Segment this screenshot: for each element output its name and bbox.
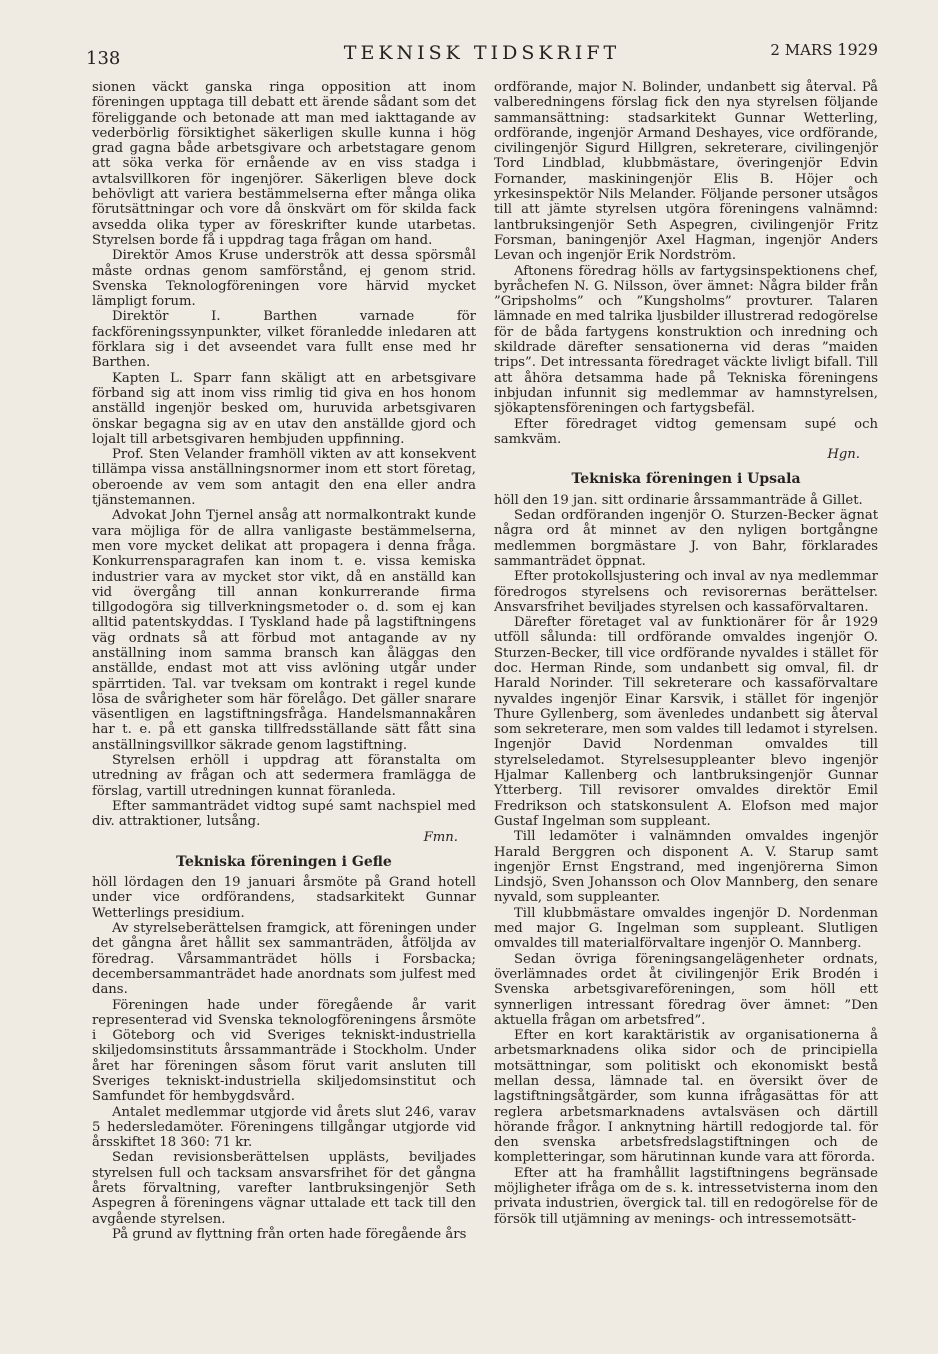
page-number: 138: [86, 48, 121, 69]
left-column: [92, 80, 476, 1242]
paragraph: höll den 19 jan. sitt ordinarie årssammanträde å Gillet.: [494, 492, 863, 508]
paragraph: På grund av flyttning från orten hade föregående års: [112, 1226, 467, 1242]
paragraph: Sedan övriga föreningsangelägenheter ordnats, överlämnades ordet åt civilingenjör Erik Brodén i Svenska arbetsgivareföreningen, som höll ett synnerligen intressant föredrag över ämnet: ”Den aktuella frågan om arbetsfred”.: [494, 951, 878, 1028]
paragraph: Direktör Amos Kruse underströk att dessa spörsmål måste ordnas genom samförstånd, ej genom strid. Svenska Teknologföreningen vore härvid mycket lämpligt forum.: [92, 248, 476, 310]
paragraph: Aftonens föredrag hölls av fartygsinspektionens chef, byråchefen N. G. Nilsson, över ämnet: Några bilder från ”Gripsholms” och ”Kungsholms” provturer. Talaren lämnade en med talrika ljusbilder illustrerad redogörelse för de båda fartygens konstruktion och inredning och skildrade därefter sensationerna vid deras ”maiden trips”. Det intressanta föredraget väckte livligt bifall. Till att åhöra detsamma hade på Tekniska föreningens inbjudan infunnit sig medlemmar av hamnstyrelsen, sjökaptensföreningen och fartygsbefäl.: [494, 263, 878, 417]
page-header: [86, 40, 878, 68]
paragraph: Föreningen hade under föregående år varit representerad vid Svenska teknologföreningens årsmöte i Göteborg och vid Sveriges tekniskt-industriella skiljedomsinstituts årssammanträde i Stockholm. Under året har föreningen såsom förut varit ansluten till Sveriges tekniskt-industriella skiljedomsinstitut och Samfundet för hembygdsvård.: [92, 997, 476, 1105]
paragraph: Till klubbmästare omvaldes ingenjör D. Nordenman med major G. Ingelman som suppleant. Slutligen omvaldes till materialförvaltare ingenjör O. Mannberg.: [494, 905, 878, 952]
paragraph: Sedan revisionsberättelsen upplästs, beviljades styrelsen full och tacksam ansvarsfrihet för det gångna årets förvaltning, varefter lantbruksingenjör Seth Aspegren å föreningens vägnar uttalade ett tack till den avgående styrelsen.: [92, 1150, 476, 1227]
paragraph: Antalet medlemmar utgjorde vid årets slut 246, varav 5 hedersledamöter. Föreningens tillgångar utgjorde vid årsskiftet 18 360: 71 kr.: [92, 1104, 476, 1151]
signature: Hgn.: [827, 447, 860, 463]
paragraph: Därefter företaget val av funktionärer för år 1929 utföll sålunda: till ordförande omvaldes ingenjör O. Sturzen-Becker, till vice ordförande nyvaldes i stället för doc. Herman Rinde, som undanbett sig omval, fil. dr Harald Norinder. Till sekreterare och kassaförvaltare nyvaldes ingenjör Einar Karsvik, i stället för ingenjör Thure Gyllenberg, som ävenledes undanbett sig återval som sekreterare, men som valdes till ledamot i styrelsen. Ingenjör David Nordenman omvaldes till styrelseledamot. Styrelsesuppleanter blevo ingenjör Hjalmar Kallenberg och lantbruksingenjör Gunnar Ytterberg. Till revisorer omvaldes direktör Emil Fredrikson och statskonsulent A. Elofson med major Gustaf Ingelman som suppleant.: [494, 615, 878, 829]
paragraph: Av styrelseberättelsen framgick, att föreningen under det gångna året hållit sex sammanträden, åtföljda av föredrag. Vårsammanträdet hölls i Forsbacka; decembersammanträdet hade anordnats som julfest med dans.: [92, 921, 476, 998]
paragraph: Efter protokollsjustering och inval av nya medlemmar föredrogos styrelsens och revisorernas berättelser. Ansvarsfrihet beviljades styrelsen och kassaförvaltaren.: [494, 569, 878, 615]
issue-year: 1929: [837, 40, 878, 59]
section-heading-gefle: Tekniska föreningen i Gefle: [176, 853, 392, 870]
paragraph: höll lördagen den 19 januari årsmöte på Grand hotell under vice ordförandens, stadsarkitekt Gunnar Wetterlings presidium.: [92, 875, 476, 921]
right-column: [494, 80, 878, 1227]
paragraph: Efter sammanträdet vidtog supé samt nachspiel med div. attraktioner, lutsång.: [92, 798, 476, 830]
paragraph: Efter att ha framhållit lagstiftningens begränsade möjligheter ifråga om de s. k. intressetvisterna inom den privata industrien, övergick tal. till en redogörelse för de försök till utjämning av menings- och intressemotsätt-: [494, 1165, 878, 1227]
paragraph: Prof. Sten Velander framhöll vikten av att konsekvent tillämpa vissa anställningsnormer inom ett stort företag, oberoende av vem som antagit den ena eller andra tjänstemannen.: [92, 447, 476, 509]
signature: Fmn.: [423, 829, 458, 845]
paragraph: Efter en kort karaktäristik av organisationerna å arbetsmarknadens olika sidor och de principiella motsättningar, som politiskt och ekonomiskt bestå mellan dessa, lämnade tal. en översikt över de lagstiftningsåtgärder, som kunna ifrågasättas för att reglera arbetsmarknadens avtalsväsen och därtill hörande frågor. I anknytning härtill redogjorde tal. för den svenska arbetsfredslagstiftningen och de kompletteringar, som härutinnan kunde vara att förorda.: [494, 1028, 878, 1166]
issue-date: [770, 40, 878, 59]
paragraph: Advokat John Tjernel ansåg att normalkontrakt kunde vara möjliga för de allra vanligaste bestämmelserna, men vore mycket delikat att propagera i denna fråga. Konkurrensparagrafen kan inom t. e. vissa kemiska industrier vara av mycket stor vikt, då en anställd kan vid övergång till annan konkurrerande firma tillgodogöra sig tillverkningsmetoder o. d. som ej kan alltid patentskyddas. I Tyskland hade på lagstiftningens väg ordnats så att förbud mot antagande av ny anställning inom samma bransch kan åläggas den anställde, endast mot att viss avlöning utgår under spärrtiden. Tal. var tveksam om kontrakt i regel kunde lösa de svårigheter som här förelågo. Det gäller snarare väsentligen en lagstiftningsfråga. Handelsmannakåren har t. e. på ett ganska tillfredsställande sätt fått sina anställningsvillkor säkrade genom lagstiftning.: [92, 508, 476, 753]
paragraph: Styrelsen erhöll i uppdrag att föranstalta om utredning av frågan och att sedermera framlägga de förslag, vartill utredningen kunnat föranleda.: [92, 753, 476, 799]
paragraph: ordförande, major N. Bolinder, undanbett sig återval. På valberedningens förslag fick den nya styrelsen följande sammansättning: stadsarkitekt Gunnar Wetterling, ordförande, ingenjör Armand Deshayes, vice ordförande, civilingenjör Sigurd Hillgren, sekreterare, civilingenjör Tord Lindblad, klubbmästare, överingenjör Edvin Fornander, maskiningenjör Elis B. Höjer och yrkesinspektör Nils Melander. Följande personer utsågos till att jämte styrelsen utgöra föreningens valnämnd: lantbruksingenjör Seth Aspegren, civilingenjör Fritz Forsman, baningenjör Axel Hagman, ingenjör Anders Levan och ingenjör Erik Nordström.: [494, 80, 878, 264]
paragraph: sionen väckt ganska ringa opposition att inom föreningen upptaga till debatt ett ärende sådant som det föreliggande och betonade att man med iakttagande av vederbörlig försiktighet säkerligen skulle kunna i hög grad gagna både arbetsgivare och arbetstagare genom att söka verka för ernående av en viss stadga i avtalsvillkoren för ingenjörer. Säkerligen bleve dock behövligt att variera bestämmelserna efter många olika förutsättningar och vore då önskvärt om för skilda fack avsedda olika typer av föreskrifter kunde utarbetas. Styrelsen borde få i uppdrag taga frågan om hand.: [92, 80, 476, 248]
paragraph: Efter föredraget vidtog gemensam supé och samkväm.: [494, 416, 878, 447]
paragraph: Till ledamöter i valnämnden omvaldes ingenjör Harald Berggren och disponent A. V. Starup samt ingenjör Ernst Engstrand, med ingenjörerna Simon Lindsjö, Sven Johansson och Olov Mannberg, den senare nyvald, som suppleanter.: [494, 829, 878, 906]
paragraph: Kapten L. Sparr fann skäligt att en arbetsgivare förband sig att inom viss rimlig tid giva en hos honom anställd ingenjör besked om, huruvida arbetsgivaren önskar begagna sig av en utav den anställde gjord och lojalt till arbetsgivaren hembjuden uppfinning.: [92, 370, 476, 447]
paragraph: Sedan ordföranden ingenjör O. Sturzen-Becker ägnat några ord åt minnet av den nyligen bortgångne medlemmen borgmästare J. von Bahr, förklarades sammanträdet öppnat.: [494, 508, 878, 569]
section-heading-upsala: Tekniska föreningen i Upsala: [571, 471, 801, 488]
journal-title: TEKNISK TIDSKRIFT: [343, 42, 621, 64]
paragraph: Direktör I. Barthen varnade för fackföreningssynpunkter, vilket föranledde inledaren att förklara sig i det avseendet vara fullt ense med hr Barthen.: [92, 309, 476, 371]
issue-day-month: 2 MARS: [770, 41, 833, 59]
